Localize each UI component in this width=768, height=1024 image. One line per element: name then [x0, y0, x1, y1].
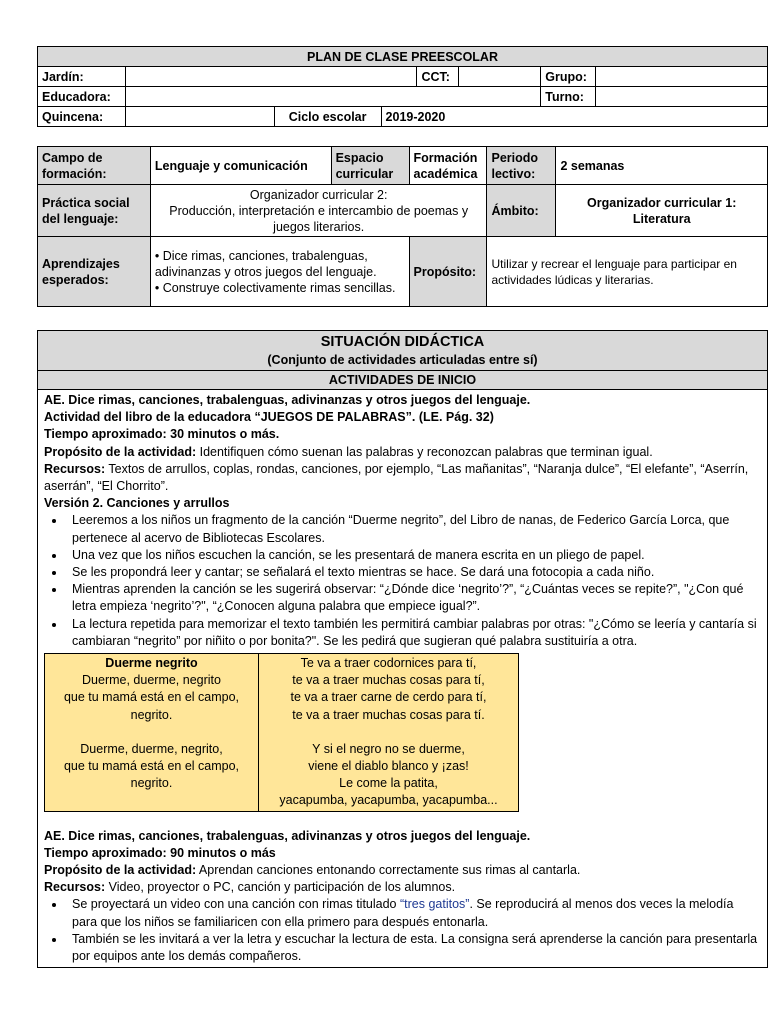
ambito-label: Ámbito: [487, 185, 556, 237]
list-item: • También se les invitará a ver la letra y escuchar la lectura de esta. La consigna será aprenderse la canción para presentarla por equipos ante los demás compañeros. [66, 931, 761, 965]
a1-recursos-label: Recursos: [44, 461, 106, 476]
situacion-table [37, 330, 768, 968]
jardin-label: Jardín: [38, 67, 126, 87]
educadora-field[interactable] [125, 87, 540, 107]
situacion-title: SITUACIÓN DIDÁCTICA [320, 334, 485, 350]
proposito-label: Propósito: [409, 237, 487, 307]
song-gap [49, 724, 254, 741]
list-item: • Mientras aprenden la canción se les sugerirá observar: “¿Dónde dice ‘negrito’?”, “¿Cuántas veces se repite?”, "¿Con qué letra empieza ‘negrito’?", “¿Conocen alguna palabra que empiece igual?”. [66, 581, 761, 615]
song-title: Duerme negrito [105, 656, 198, 671]
jardin-field[interactable] [125, 67, 417, 87]
song-line: negrito. [130, 776, 173, 791]
grupo-field[interactable] [596, 67, 768, 87]
ciclo-value[interactable]: 2019-2020 [381, 107, 767, 127]
a2-proposito-label: Propósito de la actividad: [44, 863, 197, 878]
a1-tiempo: Tiempo aproximado: 30 minutos o más. [44, 427, 280, 442]
campo-value: Lenguaje y comunicación [150, 147, 331, 185]
quincena-field[interactable] [125, 107, 274, 127]
a1-actividad: Actividad del libro de la educadora “JUEGOS DE PALABRAS”. (LE. Pág. 32) [44, 410, 494, 425]
a2-bullets [44, 896, 761, 965]
organizador2-cell [150, 185, 487, 237]
a2-tiempo: Tiempo aproximado: 90 minutos o más [44, 845, 276, 860]
a2-recursos [44, 879, 761, 896]
song-line: Duerme, duerme, negrito [82, 673, 221, 688]
a1-recursos-text: Textos de arrullos, coplas, rondas, canciones, por ejemplo, “Las mañanitas”, “Naranja dulce”, “El elefante”, “Aserrín, aserrán”, “El Chorrito”. [44, 461, 749, 494]
song-line: Y si el negro no se duerme, [312, 741, 465, 756]
organizador1-label: Organizador curricular 1: [587, 195, 737, 210]
song-line: que tu mamá está en el campo, [63, 759, 240, 774]
song-line: que tu mamá está en el campo, [63, 690, 240, 705]
video-link[interactable]: “tres gatitos” [399, 897, 470, 912]
song-right [259, 654, 519, 812]
turno-label: Turno: [541, 87, 596, 107]
situacion-subtitle: (Conjunto de actividades articuladas entre sí) [267, 353, 538, 367]
b1-pre: Se proyectará un video con una canción con rimas titulado [72, 897, 400, 912]
organizador1-cell [556, 185, 768, 237]
song-line: Te va a traer codornices para tí, [300, 656, 477, 671]
espacio-value: Formación académica [409, 147, 487, 185]
aprendizaje-item: • Construye colectivamente rimas sencillas. [154, 280, 396, 295]
list-item: • Una vez que los niños escuchen la canción, se les presentará de manera escrita en un pliego de papel. [66, 547, 761, 564]
list-item: • Se les propondrá leer y cantar; se señalará el texto mientras se hace. Se dará una fotocopia a cada niño. [66, 564, 761, 581]
a1-version: Versión 2. Canciones y arrullos [44, 496, 230, 511]
cct-label: CCT: [417, 67, 459, 87]
song-line: negrito. [130, 707, 173, 722]
quincena-label: Quincena: [38, 107, 126, 127]
song-line: yacapumba, yacapumba, yacapumba... [279, 793, 498, 808]
inicio-title: ACTIVIDADES DE INICIO [38, 371, 768, 390]
list-item: • Leeremos a los niños un fragmento de la canción “Duerme negrito”, del Libro de nanas, de Federico García Lorca, que pertenece al acervo de Bibliotecas Escolares. [66, 512, 761, 546]
organizador2-value: Producción, interpretación e intercambio de poemas y juegos literarios. [169, 203, 469, 234]
grupo-label: Grupo: [541, 67, 596, 87]
a1-proposito-text: Identifiquen cómo suenan las palabras y reconozcan palabras que terminan igual. [196, 444, 653, 459]
song-gap [263, 724, 514, 741]
educadora-label: Educadora: [38, 87, 126, 107]
header-table [37, 46, 768, 127]
a1-recursos [44, 461, 761, 495]
proposito-value: Utilizar y recrear el lenguaje para participar en actividades lúdicas y literarias. [487, 237, 768, 307]
actividades-body [38, 390, 768, 968]
list-item: • La lectura repetida para memorizar el texto también les permitirá cambiar palabras por otras: "¿Cómo se leería y cantaría si cambiaran “negrito” por niñito o por bonita?". Se les pedirá que sugieran qué palabra sustituiría a otra. [66, 616, 761, 650]
a2-recursos-text: Video, proyector o PC, canción y participación de los alumnos. [105, 880, 456, 895]
turno-field[interactable] [596, 87, 768, 107]
song-line: te va a traer muchas cosas para tí. [292, 707, 485, 722]
list-item [66, 896, 761, 930]
a2-proposito-text: Aprendan canciones entonando correctamente sus rimas al cantarla. [196, 863, 581, 878]
aprendizajes-cell [150, 237, 409, 307]
organizador1-value: Literatura [632, 211, 691, 226]
a2-proposito [44, 862, 761, 879]
aprendizajes-label: Aprendizajes esperados: [38, 237, 151, 307]
song-line: Duerme, duerme, negrito, [80, 741, 223, 756]
practica-label: Práctica social del lenguaje: [38, 185, 151, 237]
a1-proposito [44, 444, 761, 461]
campo-label: Campo de formación: [38, 147, 151, 185]
a1-bullets [44, 512, 761, 650]
planning-table [37, 146, 768, 307]
song-box [44, 653, 519, 812]
a2-recursos-label: Recursos: [44, 880, 106, 895]
plan-title: PLAN DE CLASE PREESCOLAR [38, 47, 768, 67]
a2-ae: AE. Dice rimas, canciones, trabalenguas, adivinanzas y otros juegos del lenguaje. [44, 828, 531, 843]
cct-field[interactable] [459, 67, 541, 87]
ciclo-label: Ciclo escolar [274, 107, 381, 127]
periodo-label: Periodo lectivo: [487, 147, 556, 185]
a1-ae: AE. Dice rimas, canciones, trabalenguas, adivinanzas y otros juegos del lenguaje. [44, 393, 531, 407]
situacion-header [38, 331, 768, 371]
organizador2-label: Organizador curricular 2: [249, 187, 388, 202]
song-line: te va a traer muchas cosas para tí, [292, 673, 485, 688]
espacio-label: Espacio curricular [331, 147, 409, 185]
song-line: Le come la patita, [339, 776, 438, 791]
a1-proposito-label: Propósito de la actividad: [44, 444, 197, 459]
song-left [45, 654, 259, 812]
song-line: viene el diablo blanco y ¡zas! [308, 759, 469, 774]
periodo-value: 2 semanas [556, 147, 768, 185]
song-line: te va a traer carne de cerdo para tí, [290, 690, 487, 705]
aprendizaje-item: • Dice rimas, canciones, trabalenguas, adivinanzas y otros juegos del lenguaje. [154, 248, 377, 279]
b1-post: . Se reproducirá al menos dos veces la melodía para que los niños se familiaricen con ella primero para después entonarla. [72, 897, 734, 929]
